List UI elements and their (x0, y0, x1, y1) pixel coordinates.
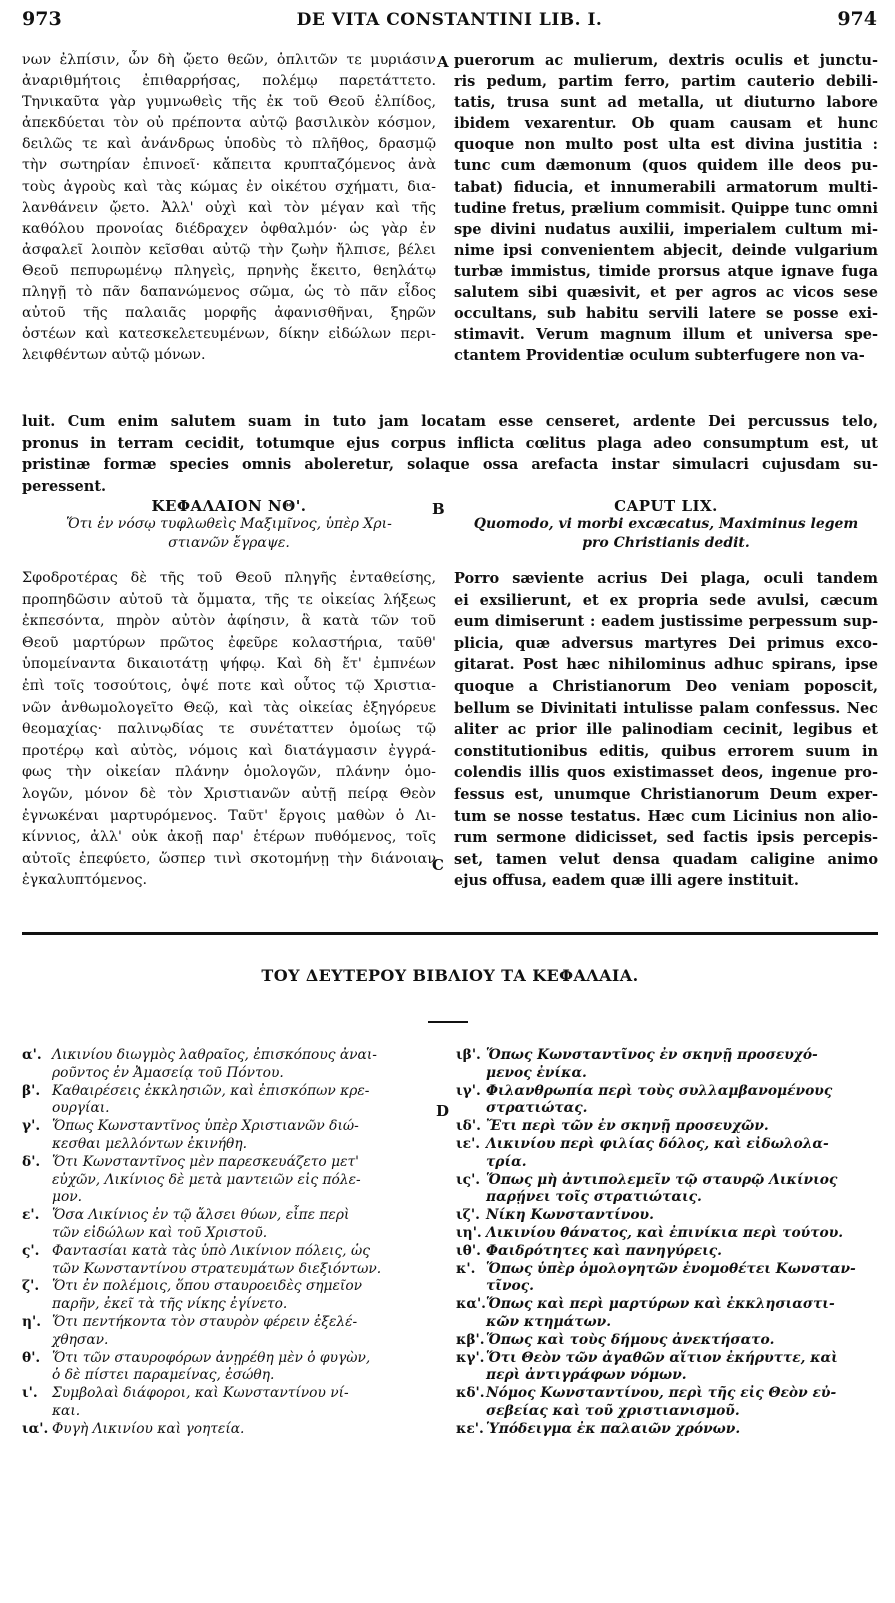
toc-entry-number: ε'. (22, 1207, 40, 1224)
text-line: tudine fretus, prælium commisit. Quippe tunc omni (454, 199, 878, 217)
text-line: ibidem vexarentur. Ob quam causam et hunc (454, 115, 878, 133)
section-marker-d: D (436, 1102, 450, 1120)
text-line: aliter ac prior ille palinodiam cecinit, legibus et (454, 721, 878, 739)
latin-chapter-subtitle (454, 515, 878, 553)
text-line: ἐκπεσόντα, πηρὸν αὐτὸν ἀφίησιν, ἃ κατὰ τῶν τοῦ (22, 613, 436, 630)
toc-entry (456, 1243, 878, 1261)
toc-entry-text: Ὅτι πεντήκοντα τὸν σταυρὸν φέρειν ἐξελέ- (52, 1313, 358, 1330)
toc-entry (22, 1118, 426, 1154)
toc-entry-text: Ὅπως μὴ ἀντιπολεμεῖν τῷ σταυρῷ Λικίνιος (486, 1171, 838, 1188)
running-title: DE VITA CONSTANTINI LIB. I. (296, 10, 603, 30)
toc-right-column (456, 1047, 878, 1439)
text-line: turbæ immistus, timide prorsus atque ignave fuga (454, 262, 878, 280)
toc-entry-number: κε'. (456, 1420, 484, 1437)
text-line: rum sermone didicisset, sed factis ipsis percepis- (454, 829, 878, 847)
text-line: νων ἐλπίσιν, ὧν δὴ ᾤετο θεῶν, ὁπλιτῶν τε μυριάσιν (22, 52, 436, 68)
toc-entry-number: κγ'. (456, 1349, 485, 1366)
text-line: Τηνικαῦτα γὰρ γυμνωθεὶς τῆς ἐκ τοῦ Θεοῦ ἐλπίδος, (22, 94, 436, 111)
toc-entry-text: Ὅσα Λικίνιος ἐν τῷ ἄλσει θύων, εἶπε περὶ (52, 1207, 350, 1224)
toc-entry-text: Ὅτι τῶν σταυροφόρων ἀνῃρέθη μὲν ὁ φυγὼν, (52, 1349, 371, 1366)
text-line: Θεοῦ μαρτύρων πρῶτος ἐφεῦρε κολαστήρια, ταῦθ' (22, 634, 436, 651)
toc-entry-number: δ'. (22, 1153, 41, 1170)
toc-entry-text: παρῆν, ἐκεῖ τὰ τῆς νίκης ἐγίνετο. (52, 1296, 288, 1313)
toc-entry-text: Ὅπως καὶ περὶ μαρτύρων καὶ ἐκκλησιαστι- (486, 1296, 835, 1313)
toc-title: ΤΟΥ ΔΕΥΤΕΡΟΥ ΒΙΒΛΙΟΥ ΤΑ ΚΕΦΑΛΑΙΑ. (261, 966, 639, 985)
toc-entry (22, 1047, 426, 1083)
greek-text-top (22, 50, 436, 366)
toc-entry-text: Φαντασίαι κατὰ τὰς ὑπὸ Λικίνιον πόλεις, ὡς (52, 1242, 370, 1259)
toc-entry-text: τῶν εἰδώλων καὶ τοῦ Χριστοῦ. (52, 1224, 268, 1241)
section-marker-c: C (432, 856, 444, 874)
toc-entry-text: Ὅπως ὑπὲρ ὁμολογητῶν ἐνομοθέτει Κωνσταν- (486, 1260, 856, 1277)
text-line: tabat) fiducia, et innumerabili armatorum multi- (454, 178, 878, 196)
text-line: πληγῇ τὸ πᾶν δαπανώμενος σῶμα, ὡς τὸ πᾶν εἶδος (22, 284, 436, 301)
text-line: αὐτοῖς ἐπεφύετο, ὥσπερ τινὶ σκοτομήνῃ τὴν διάνοιαν (22, 850, 436, 867)
text-line: nime ipsi convenientem abjecit, deinde vulgarium (454, 241, 878, 259)
text-line: ὑπομείναντα δικαιοτάτῃ ψήφῳ. Καὶ δὴ ἔτ' ἐμπνέων (22, 656, 436, 673)
text-line: set, tamen velut densa quadam caligine animo (454, 850, 878, 868)
toc-entry-text: Ὅπως καὶ τοὺς δήμους ἀνεκτήσατο. (486, 1331, 775, 1348)
toc-entry-number: ιδ'. (456, 1118, 481, 1135)
text-line: τὴν σωτηρίαν ἐπινοεῖ· κἄπειτα κρυπταζόμενος ἀνὰ (22, 157, 436, 174)
greek-chapter-text (22, 568, 436, 892)
text-line: λειφθέντων αὐτῷ μόνων. (22, 347, 206, 364)
text-line: eum dimiserunt : eadem justissime perpessum sup- (454, 613, 878, 631)
text-line: bellum se Divinitati intulisse palam confessus. Nec (454, 699, 878, 717)
toc-entry (456, 1172, 878, 1208)
toc-entry-number: θ'. (22, 1349, 41, 1366)
latin-chapter-title: CAPUT LIX. (614, 497, 718, 515)
text-line: ei exsilierunt, et ex propria sede avulsi, cæcum (454, 591, 878, 609)
toc-entry-text: Καθαιρέσεις ἐκκλησιῶν, καὶ ἐπισκόπων κρε- (52, 1082, 370, 1099)
text-line: λογῶν, μόνον δὲ τὸν Χριστιανῶν αὐτῇ πείρᾳ Θεὸν (22, 785, 436, 802)
text-line: quoque non multo post ulta est divina justitia : (454, 136, 878, 154)
text-line: occultans, sub habitu servili latere se posse exi- (454, 305, 878, 323)
text-line: pristinæ formæ species omnis aboleretur, solaque ossa arefacta instar simulacri cujusdam su- (22, 456, 878, 473)
text-line: constitutionibus editis, quibus errorem suum in (454, 742, 878, 760)
toc-entry-text: περὶ ἀντιγράφων νόμων. (486, 1367, 687, 1384)
greek-chapter-title: ΚΕΦΑΛΑΙΟΝ ΝΘ'. (151, 497, 307, 515)
toc-entry-number: ιη'. (456, 1224, 482, 1241)
latin-chapter-text (454, 568, 878, 892)
text-line: puerorum ac mulierum, dextris oculis et junctu- (454, 52, 878, 69)
text-line: νῶν ἀνθωμολογεῖτο Θεῷ, καὶ τὰς οἰκείας ἐξηγόρευε (22, 699, 436, 716)
section-divider-rule (22, 932, 878, 935)
toc-entry (22, 1083, 426, 1119)
toc-entry (22, 1421, 426, 1439)
text-line: προτέρῳ καὶ αὐτὸς, νόμοις καὶ διατάγμασιν ἐγγρά- (22, 742, 436, 759)
toc-entry (456, 1421, 878, 1439)
toc-entry (456, 1261, 878, 1297)
toc-entry (456, 1136, 878, 1172)
toc-entry-number: ις'. (456, 1171, 481, 1188)
toc-entry-number: ι'. (22, 1385, 38, 1402)
toc-entry-text: Ἔτι περὶ τῶν ἐν σκηνῇ προσευχῶν. (486, 1118, 769, 1135)
text-line: κίννιος, ἀλλ' οὐκ ἀκοῇ παρ' ἑτέρων πυθόμενος, τοῖς (22, 829, 436, 846)
text-line: ἀσφαλεῖ λοιπὸν κεῖσθαι αὐτῷ τὴν ζωὴν ἤλπισε, βέλει (22, 241, 436, 258)
toc-entry-text: Ὅτι Κωνσταντῖνος μὲν παρεσκευάζετο μετ' (52, 1153, 359, 1170)
text-line: ἀναριθμήτοις ἐπιθαρρήσας, πολέμῳ παρετάττετο. (22, 73, 436, 90)
text-line: ἐπὶ τοῖς τοσούτοις, ὀψέ ποτε καὶ οὗτος τῷ Χριστια- (22, 677, 436, 694)
text-line: salutem sibi quæsivit, et per agros ac vicos sese (454, 284, 878, 302)
text-line: ctantem Providentiæ oculum subterfugere non va- (454, 347, 865, 365)
toc-entry-text: κεσθαι μελλόντων ἐκινήθη. (52, 1135, 247, 1152)
greek-chapter-subtitle (22, 515, 436, 553)
toc-entry-number: κ'. (456, 1260, 476, 1277)
title-dash (428, 1021, 468, 1023)
text-line: spe divini nudatus auxilii, imperialem cultum mi- (454, 220, 878, 238)
text-line: pronus in terram cecidit, totumque ejus corpus inflicta cœlitus plaga adeo consumptum est, ut (22, 434, 878, 452)
greek-chapter-heading (22, 497, 436, 553)
toc-entry-text: Ὅπως Κωνσταντῖνος ἐν σκηνῇ προσευχό- (486, 1047, 818, 1063)
toc-entry-text: Φιλανθρωπία περὶ τοὺς συλλαμβανομένους (486, 1082, 833, 1099)
toc-entry-text: Φαιδρότητες καὶ πανηγύρεις. (486, 1242, 722, 1259)
text-line: tatis, trusa sunt ad metalla, ut diuturno labore (454, 94, 878, 112)
text-line: τοὺς ἀγροὺς καὶ τὰς κώμας ἐν οἰκέτου σχήματι, δια- (22, 178, 436, 195)
toc-entry (22, 1278, 426, 1314)
section-marker-b: B (432, 500, 445, 518)
text-line: gitarat. Post hæc nihilominus adhuc spirans, ipse (454, 656, 878, 674)
subtitle-line: Ὅτι ἐν νόσῳ τυφλωθεὶς Μαξιμῖνος, ὑπὲρ Χρι- (66, 516, 392, 532)
text-line: λανθάνειν ᾤετο. Ἀλλ' οὐχὶ καὶ τὸν μέγαν καὶ τῆς (22, 199, 436, 216)
toc-entry-text: Λικινίου περὶ φιλίας δόλος, καὶ εἰδωλολα- (486, 1135, 829, 1152)
toc-entry (456, 1047, 878, 1083)
toc-entry (22, 1207, 426, 1243)
toc-entry-text: Ὅπως Κωνσταντῖνος ὑπὲρ Χριστιανῶν διώ- (52, 1118, 359, 1135)
toc-entry-number: ζ'. (22, 1278, 40, 1295)
latin-text-full-width (22, 411, 878, 497)
toc-entry-number: κα'. (456, 1296, 486, 1313)
text-line: καθόλου προνοίας διέδραχεν ὀφθαλμόν· ὡς γὰρ ἐν (22, 220, 436, 237)
latin-chapter-heading (454, 497, 878, 553)
toc-entry-text: τῖνος. (486, 1278, 534, 1295)
toc-entry (456, 1225, 878, 1243)
text-line: quoque a Christianorum Deo veniam poposcit, (454, 677, 878, 695)
toc-entry-text: Ὑπόδειγμα ἐκ παλαιῶν χρόνων. (486, 1420, 741, 1437)
toc-entry-number: η'. (22, 1313, 42, 1330)
toc-entry (456, 1207, 878, 1225)
toc-entry-number: κβ'. (456, 1331, 485, 1348)
text-line: stimavit. Verum magnum illum et universa spe- (454, 326, 878, 344)
toc-entry-text: σεβείας καὶ τοῦ χριστιανισμοῦ. (486, 1402, 740, 1419)
toc-entry-text: Λικινίου διωγμὸς λαθραῖος, ἐπισκόπους ἀναι- (52, 1047, 377, 1063)
text-line: Porro sæviente acrius Dei plaga, oculi tandem (454, 570, 878, 587)
toc-entry-text: Ὅτι ἐν πολέμοις, ὅπου σταυροειδὲς σημεῖον (52, 1278, 363, 1295)
toc-entry-number: ιζ'. (456, 1207, 480, 1224)
toc-entry-text: Ὅτι Θεὸν τῶν ἀγαθῶν αἴτιον ἐκήρυττε, καὶ (486, 1349, 838, 1366)
toc-entry (22, 1154, 426, 1207)
toc-entry (22, 1385, 426, 1421)
page-number-left: 973 (22, 8, 62, 30)
text-line: ἀπεκδύεται τὸν οὐ πρέποντα αὐτῷ βασιλικὸν κόσμον, (22, 115, 436, 132)
toc-entry-number: ς'. (22, 1242, 40, 1259)
toc-entry-number: ιθ'. (456, 1242, 481, 1259)
page-header (22, 4, 877, 38)
text-line: plicia, quæ adversus martyres Dei primus exco- (454, 634, 878, 652)
toc-entry-number: β'. (22, 1082, 41, 1099)
text-line: θεομαχίας· παλινῳδίας τε συνέταττεν ὁμοίως τῷ (22, 721, 436, 738)
toc-entry-text: εὐχῶν, Λικίνιος δὲ μετὰ μαντειῶν εἰς πόλε- (52, 1171, 361, 1188)
subtitle-line: στιανῶν ἔγραψε. (168, 535, 290, 551)
toc-entry (22, 1314, 426, 1350)
text-line: peressent. (22, 477, 107, 495)
toc-entry-text: ροῦντος ἐν Ἀμασείᾳ τοῦ Πόντου. (52, 1064, 284, 1081)
toc-entry-text: μενος ἐνίκα. (486, 1064, 587, 1081)
toc-entry-text: Συμβολαὶ διάφοροι, καὶ Κωνσταντίνου νί- (52, 1385, 349, 1402)
text-line: ὀστέων καὶ κατεσκελετευμένων, δίκην εἰδώλων περι- (22, 326, 436, 343)
toc-entry (22, 1243, 426, 1279)
text-line: Θεοῦ πεπυρωμένῳ πληγεὶς, πρηνὴς ἔκειτο, θεηλάτῳ (22, 262, 436, 279)
text-line: tunc cum dæmonum (quos quidem ille deos pu- (454, 157, 878, 175)
text-line: ejus offusa, eadem quæ illi agere instituit. (454, 872, 799, 890)
toc-entry-text: τῶν Κωνσταντίνου στρατευμάτων διεξιόντων. (52, 1260, 382, 1277)
text-line: tum se nosse testatus. Hæc cum Licinius non alio- (454, 807, 878, 825)
toc-entry-number: ια'. (22, 1420, 49, 1437)
toc-entry-number: ιε'. (456, 1135, 481, 1152)
toc-entry (456, 1332, 878, 1350)
page-number-right: 974 (837, 8, 877, 30)
toc-entry (456, 1296, 878, 1332)
toc-entry-text: Φυγὴ Λικινίου καὶ γοητεία. (52, 1420, 245, 1437)
text-line: προπηδῶσιν αὐτοῦ τὰ ὄμματα, τῆς τε οἰκείας λήξεως (22, 591, 436, 608)
toc-entry-text: ὁ δὲ πίστει παραμείνας, ἐσώθη. (52, 1367, 275, 1384)
toc-entry-text: μον. (52, 1189, 83, 1206)
toc-entry-text: Νίκη Κωνσταντίνου. (486, 1207, 654, 1224)
toc-entry-text: Λικινίου θάνατος, καὶ ἐπινίκια περὶ τούτου. (486, 1224, 844, 1241)
text-line: φως τὴν οἰκείαν πλάνην ὁμολογῶν, πλάνην ὁμο- (22, 764, 436, 781)
toc-entry-text: ουργίαι. (52, 1100, 110, 1117)
text-line: colendis illis quos existimasset deos, ingenue pro- (454, 764, 878, 782)
toc-entry (456, 1350, 878, 1386)
toc-entry-text: και. (52, 1402, 81, 1419)
toc-entry-number: ιβ'. (456, 1047, 481, 1063)
text-line: αὐτοῦ τῆς παλαιᾶς μορφῆς ἀφανισθῆναι, ξηρῶν (22, 305, 436, 322)
text-line: ἐγκαλυπτόμενος. (22, 872, 148, 889)
toc-entry-number: ιγ'. (456, 1082, 481, 1099)
toc-entry-text: παρῄνει τοῖς στρατιώταις. (486, 1189, 702, 1206)
toc-entry-number: γ'. (22, 1118, 41, 1135)
toc-entry (456, 1118, 878, 1136)
toc-entry (456, 1385, 878, 1421)
text-line: δειλῶς τε καὶ ἀνάνδρως ὑποδὺς τὸ πλῆθος, δρασμῷ (22, 136, 436, 153)
toc-entry-text: τρία. (486, 1153, 527, 1170)
toc-entry (22, 1350, 426, 1386)
text-line: luit. Cum enim salutem suam in tuto jam locatam esse censeret, ardente Dei percussus telo, (22, 413, 878, 430)
text-line: ἐγνωκέναι μαρτυρόμενος. Ταῦτ' ἔργοις μαθὼν ὁ Λι- (22, 807, 436, 824)
subtitle-line: pro Christianis dedit. (582, 535, 750, 551)
toc-entry-text: Νόμος Κωνσταντίνου, περὶ τῆς εἰς Θεὸν εὐ- (486, 1385, 837, 1402)
toc-entry-text: κῶν κτημάτων. (486, 1313, 612, 1330)
latin-text-top (454, 50, 878, 366)
text-line: ris pedum, partim ferro, partim cauterio debili- (454, 73, 878, 91)
toc-entry-number: κδ'. (456, 1385, 485, 1402)
toc-left-column (22, 1047, 426, 1439)
section-marker-a: A (437, 53, 449, 71)
toc-entry-text: στρατιώτας. (486, 1100, 588, 1117)
toc-entry-text: χθησαν. (52, 1331, 109, 1348)
toc-entry (456, 1083, 878, 1119)
toc-entry-number: α'. (22, 1047, 42, 1063)
text-line: fessus est, unumque Christianorum Deum exper- (454, 785, 878, 803)
subtitle-line: Quomodo, vi morbi excæcatus, Maximinus legem (473, 516, 859, 532)
text-line: Σφοδροτέρας δὲ τῆς τοῦ Θεοῦ πληγῆς ἐνταθείσης, (22, 570, 436, 586)
